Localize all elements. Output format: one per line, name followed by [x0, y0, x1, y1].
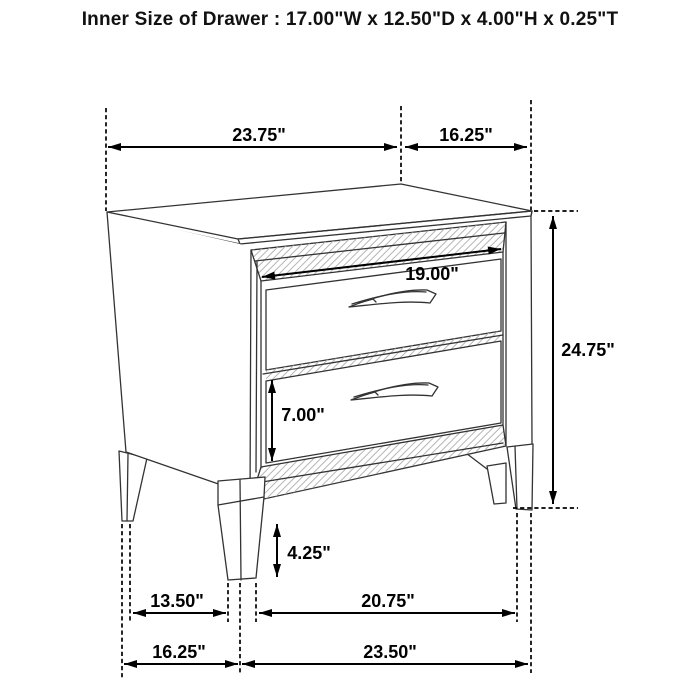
dim-label-overall-height: 24.75": [561, 340, 615, 360]
front-left-leg: [218, 477, 265, 580]
dim-label-leg-clearance-side: 13.50": [150, 591, 204, 611]
dim-label-base-width: 23.50": [363, 642, 417, 662]
nightstand-drawing: [107, 184, 533, 580]
page-title: Inner Size of Drawer : 17.00"W x 12.50"D x 4.00"H x 0.25"T: [81, 9, 619, 30]
dim-label-top-width: 23.75": [232, 125, 286, 145]
dim-label-drawer-height: 7.00": [281, 405, 325, 425]
dim-label-leg-height: 4.25": [287, 543, 331, 563]
dim-label-drawer-width: 19.00": [405, 264, 459, 284]
back-left-leg: [119, 451, 147, 521]
dim-label-leg-clearance-front: 20.75": [361, 591, 415, 611]
right-side-edge: [531, 211, 532, 444]
dim-label-top-depth: 16.25": [439, 125, 493, 145]
dim-label-base-depth: 16.25": [152, 642, 206, 662]
front-right-leg: [507, 444, 533, 510]
back-right-leg: [487, 463, 506, 504]
